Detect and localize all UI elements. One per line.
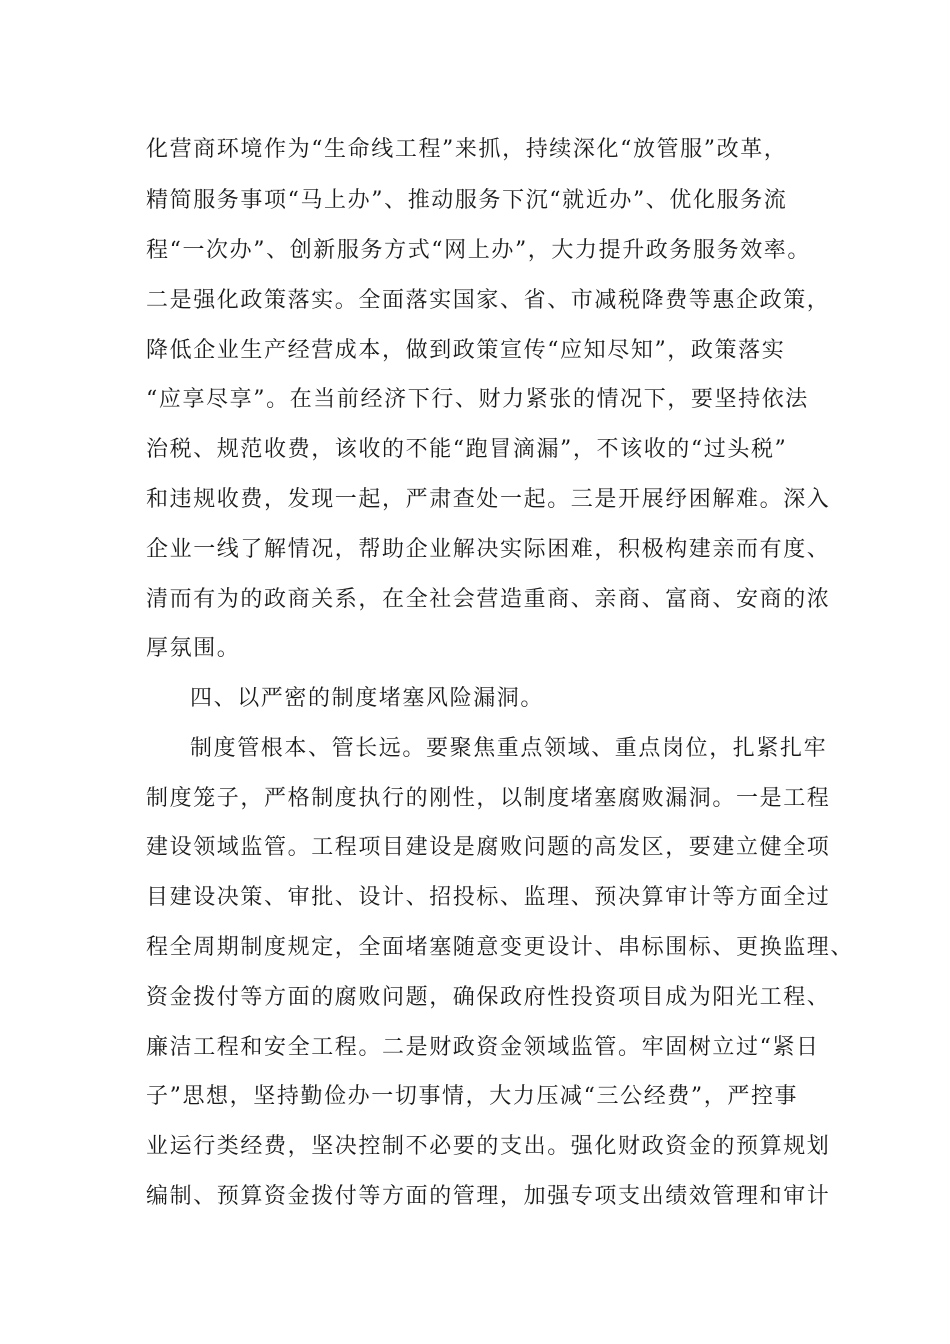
text-line: 业运行类经费，坚决控制不必要的支出。强化财政资金的预算规划 [146,1134,831,1159]
text-line: 降低企业生产经营成本，做到政策宣传“应知尽知”，政策落实 [146,338,786,363]
text-line: 制度管根本、管长远。要聚焦重点领域、重点岗位，扎紧扎牢 [190,736,828,761]
text-line: 程全周期制度规定，全面堵塞随意变更设计、串标围标、更换监理、 [146,935,855,960]
text-line: 清而有为的政商关系，在全社会营造重商、亲商、富商、安商的浓 [146,587,831,612]
text-line: 和违规收费，发现一起，严肃查处一起。三是开展纾困解难。深入 [146,487,831,512]
text-line: 程“一次办”、创新服务方式“网上办”，大力提升政务服务效率。 [146,238,811,263]
text-line: 二是强化政策落实。全面落实国家、省、市减税降费等惠企政策， [146,288,831,313]
text-line: 资金拨付等方面的腐败问题，确保政府性投资项目成为阳光工程、 [146,985,831,1010]
text-line: 子”思想，坚持勤俭办一切事情，大力压减“三公经费”，严控事 [146,1084,799,1109]
text-line: 编制、预算资金拨付等方面的管理，加强专项支出绩效管理和审计 [146,1184,831,1209]
text-line: 厚氛围。 [146,636,241,661]
text-line: 制度笼子，严格制度执行的刚性，以制度堵塞腐败漏洞。一是工程 [146,786,831,811]
text-line: 精简服务事项“马上办”、推动服务下沉“就近办”、优化服务流 [146,188,788,213]
text-line: 建设领域监管。工程项目建设是腐败问题的高发区，要建立健全项 [146,835,831,860]
text-line: 化营商环境作为“生命线工程”来抓，持续深化“放管服”改革， [146,137,788,162]
section-heading: 四、以严密的制度堵塞风险漏洞。 [190,686,545,711]
text-line: 企业一线了解情况，帮助企业解决实际困难，积极构建亲而有度、 [146,537,831,562]
text-line: 治税、规范收费，该收的不能“跑冒滴漏”，不该收的“过头税” [146,437,788,462]
text-line: “应享尽享”。在当前经济下行、财力紧张的情况下，要坚持依法 [146,387,809,412]
text-line: 目建设决策、审批、设计、招投标、监理、预决算审计等方面全过 [146,885,831,910]
text-line: 廉洁工程和安全工程。二是财政资金领域监管。牢固树立过“紧日 [146,1035,820,1060]
